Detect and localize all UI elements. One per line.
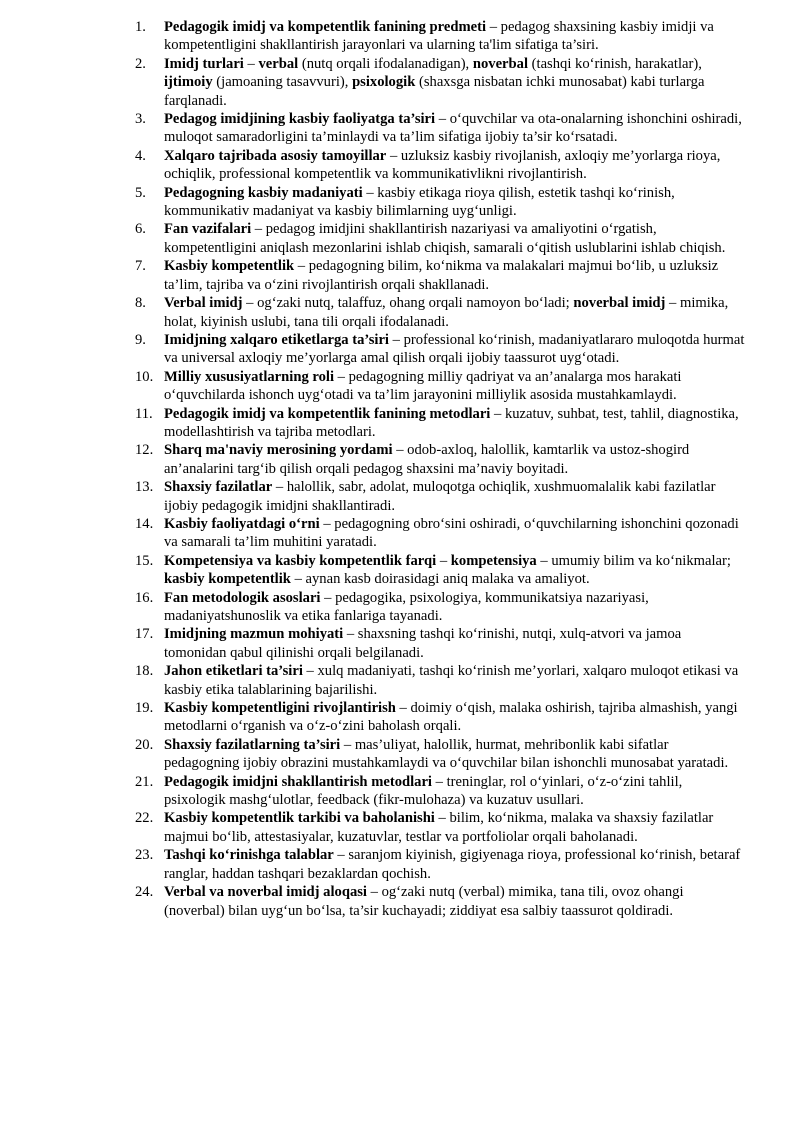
item-text: (jamoaning tasavvuri), xyxy=(212,74,353,91)
item-number: 23. xyxy=(135,847,154,864)
list-item xyxy=(135,147,745,184)
item-text: – og‘zaki nutq, talaffuz, ohang orqali namoyon bo‘ladi; xyxy=(242,295,574,312)
item-text: – pedagogning bilim, ko‘nikma va malakalari majmui bo‘lib, u uzluksiz ta’lim, tajriba va o‘zini rivojlantirish orqali shakllanadi. xyxy=(164,258,719,293)
list-item xyxy=(135,846,745,883)
list-item xyxy=(135,257,745,294)
item-number: 14. xyxy=(135,515,154,532)
list-item xyxy=(135,368,745,405)
item-text: – treninglar, rol o‘yinlari, o‘z-o‘zini tahlil, psixologik mashg‘ulotlar, feedback (fikr-mulohaza) va kuzatuv usullari. xyxy=(164,773,683,809)
item-text: – bilim, ko‘nikma, malaka va shaxsiy fazilatlar majmui bo‘lib, attestasiyalar, kuzatuvlar, testlar va portfoliolar orqali baholanadi. xyxy=(164,810,714,845)
list-item xyxy=(135,515,745,552)
list-item xyxy=(135,699,745,736)
list-item xyxy=(135,184,745,221)
term-bold: Kompetensiya va kasbiy kompetentlik farqi xyxy=(164,552,437,569)
item-text: (shaxsga nisbatan ichki munosabat) kabi turlarga farqlanadi. xyxy=(164,74,705,109)
item-number: 10. xyxy=(135,368,154,385)
item-text: – pedagogika, psixologiya, kommunikatsiya nazariyasi, madaniyatshunoslik va etika fanlariga tayanadi. xyxy=(164,589,649,624)
item-number: 16. xyxy=(135,589,154,606)
item-text: – odob-axloq, halollik, kamtarlik va ustoz-shogird an’analarini targ‘ib qilish orqali pedagog shaxsini ma’naviy boyitadi. xyxy=(164,442,690,477)
item-number: 21. xyxy=(135,773,154,790)
term-bold: Imidjning xalqaro etiketlarga ta’siri xyxy=(164,331,389,348)
item-text: – mas’uliyat, halollik, hurmat, mehribonlik kabi sifatlar pedagogning ijobiy obrazini mustahkamlaydi va o‘quvchilar bilan ishonchli munosabat yaratadi. xyxy=(164,736,729,772)
item-number: 17. xyxy=(135,626,154,643)
item-text: – pedagogning milliy qadriyat va an’analarga mos harakati o‘quvchilarda ishonch uyg‘otadi va ta’lim jarayonini milliylik asosida mustahkamlaydi. xyxy=(164,368,682,404)
item-number: 6. xyxy=(135,221,146,238)
item-text: – mimika, holat, kiyinish uslubi, tana tili orqali ifodalanadi. xyxy=(164,295,729,330)
item-text: – pedagogning obro‘sini oshiradi, o‘quvchilarning ishonchini qozonadi va samarali ta’lim muhitini yaratadi. xyxy=(164,515,739,551)
item-text: – halollik, sabr, adolat, muloqotga ochiqlik, xushmuomalalik kabi fazilatlar ijobiy pedagogik imidjni shakllantiradi. xyxy=(164,479,716,514)
item-text: – xyxy=(243,55,259,72)
list-item xyxy=(135,18,745,55)
term-bold: Jahon etiketlari ta’siri xyxy=(164,663,303,680)
term-bold: Kasbiy faoliyatdagi o‘rni xyxy=(164,515,320,532)
term-bold: Tashqi ko‘rinishga talablar xyxy=(164,847,334,864)
list-item xyxy=(135,809,745,846)
item-number: 11. xyxy=(135,405,153,422)
term-bold: Fan vazifalari xyxy=(164,221,252,238)
list-item xyxy=(135,736,745,773)
term-bold: Kasbiy kompetentlik xyxy=(164,258,295,275)
term-bold: Imidj turlari xyxy=(164,55,244,72)
list-item xyxy=(135,405,745,442)
term-bold: Verbal va noverbal imidj aloqasi xyxy=(164,884,367,901)
term-bold: kasbiy kompetentlik xyxy=(164,571,291,588)
item-number: 24. xyxy=(135,884,154,901)
item-text: – kuzatuv, suhbat, test, tahlil, diagnostika, modellashtirish va tajriba metodlari. xyxy=(164,405,739,440)
list-item xyxy=(135,331,745,368)
item-text: – xulq madaniyati, tashqi ko‘rinish me’yorlari, xalqaro muloqot etikasi va kasbiy etika talablarining bajarilishi. xyxy=(164,663,739,698)
term-bold: ijtimoiy xyxy=(164,74,213,91)
term-bold: Kasbiy kompetentligini rivojlantirish xyxy=(164,700,396,717)
item-number: 12. xyxy=(135,442,154,459)
list-item xyxy=(135,662,745,699)
item-number: 18. xyxy=(135,663,154,680)
item-number: 13. xyxy=(135,479,154,496)
term-bold: Verbal imidj xyxy=(164,295,243,312)
item-number: 20. xyxy=(135,736,154,753)
item-text: – professional ko‘rinish, madaniyatlararo muloqotda hurmat va universal axloqiy me’yorlarga amal qilish orqali ijobiy taassurot uyg‘otadi. xyxy=(164,331,745,367)
list-item xyxy=(135,441,745,478)
list-item xyxy=(135,55,745,110)
term-bold: Pedagogik imidjni shakllantirish metodlari xyxy=(164,773,432,790)
item-text: – shaxsning tashqi ko‘rinishi, nutqi, xulq-atvori va jamoa tomonidan qabul qilinishi orqali belgilanadi. xyxy=(164,626,682,661)
item-text: – pedagog shaxsining kasbiy imidji va kompetentligini shakllantirish jarayonlari va ularning ta'lim sifatiga ta’siri. xyxy=(164,19,714,54)
item-number: 8. xyxy=(135,295,146,312)
item-text: – uzluksiz kasbiy rivojlanish, axloqiy me’yorlarga rioya, ochiqlik, professional kompetentlik va kommunikativlikni rivojlantirish. xyxy=(164,147,721,183)
item-number: 19. xyxy=(135,700,154,717)
item-text: – kasbiy etikaga rioya qilish, estetik tashqi ko‘rinish, kommunikativ madaniyat va kasbiy bilimlarning uyg‘unligi. xyxy=(164,184,675,220)
term-bold: Shaxsiy fazilatlarning ta’siri xyxy=(164,736,341,753)
item-text: – umumiy bilim va ko‘nikmalar; xyxy=(536,552,731,569)
term-bold: psixologik xyxy=(352,74,416,91)
term-bold: Kasbiy kompetentlik tarkibi va baholanishi xyxy=(164,810,435,827)
item-number: 7. xyxy=(135,258,146,275)
item-text: – pedagog imidjini shakllantirish nazariyasi va amaliyotini o‘rgatish, kompetentligini aniqlash mezonlarini ishlab chiqish, samarali o‘qitish uslublarini ishlab chiqish. xyxy=(164,221,726,256)
item-text: (tashqi ko‘rinish, harakatlar), xyxy=(528,55,702,72)
item-number: 15. xyxy=(135,552,154,569)
item-number: 5. xyxy=(135,184,146,201)
item-number: 1. xyxy=(135,19,146,35)
list-item xyxy=(135,589,745,626)
term-bold: Shaxsiy fazilatlar xyxy=(164,479,273,496)
term-bold: Imidjning mazmun mohiyati xyxy=(164,626,344,643)
term-bold: noverbal xyxy=(472,55,528,72)
term-bold: verbal xyxy=(258,55,299,72)
list-item xyxy=(135,110,745,147)
item-number: 22. xyxy=(135,810,154,827)
list-item xyxy=(135,220,745,257)
term-bold: Milliy xususiyatlarning roli xyxy=(164,368,335,385)
term-bold: kompetensiya xyxy=(450,552,537,569)
list-item xyxy=(135,883,745,920)
numbered-list xyxy=(135,18,745,920)
item-text: (nutq orqali ifodalanadigan), xyxy=(298,55,473,72)
item-number: 3. xyxy=(135,111,146,128)
item-text: – doimiy o‘qish, malaka oshirish, tajriba almashish, yangi metodlarni o‘rganish va o‘z-o‘zini baholash orqali. xyxy=(164,700,738,735)
item-number: 4. xyxy=(135,147,146,164)
item-number: 2. xyxy=(135,55,146,72)
item-text: – aynan kasb doirasidagi aniq malaka va amaliyot. xyxy=(290,571,590,588)
term-bold: Pedagogik imidj va kompetentlik fanining metodlari xyxy=(164,405,491,422)
item-number: 9. xyxy=(135,331,146,348)
term-bold: Xalqaro tajribada asosiy tamoyillar xyxy=(164,147,387,164)
term-bold: Fan metodologik asoslari xyxy=(164,589,321,606)
item-text: – saranjom kiyinish, gigiyenaga rioya, professional ko‘rinish, betaraf ranglar, haddan tashqari bezaklardan qochish. xyxy=(164,847,741,882)
list-item xyxy=(135,773,745,810)
item-text: – og‘zaki nutq (verbal) mimika, tana tili, ovoz ohangi (noverbal) bilan uyg‘un bo‘lsa, ta’sir kuchayadi; ziddiyat esa salbiy taassurot qoldiradi. xyxy=(164,884,684,919)
item-text: – o‘quvchilar va ota-onalarning ishonchini oshiradi, muloqot samaradorligini ta’minlaydi va ta’lim sifatiga ijobiy ta’sir ko‘rsatadi. xyxy=(164,111,742,146)
list-item xyxy=(135,552,745,589)
list-item xyxy=(135,294,745,331)
item-text: – xyxy=(436,552,451,569)
term-bold: noverbal imidj xyxy=(573,295,666,312)
term-bold: Pedagogik imidj va kompetentlik fanining predmeti xyxy=(164,19,487,35)
term-bold: Pedagogning kasbiy madaniyati xyxy=(164,184,363,201)
list-item xyxy=(135,478,745,515)
term-bold: Sharq ma'naviy merosining yordami xyxy=(164,442,393,459)
term-bold: Pedagog imidjining kasbiy faoliyatga ta’siri xyxy=(164,111,436,128)
list-item xyxy=(135,625,745,662)
